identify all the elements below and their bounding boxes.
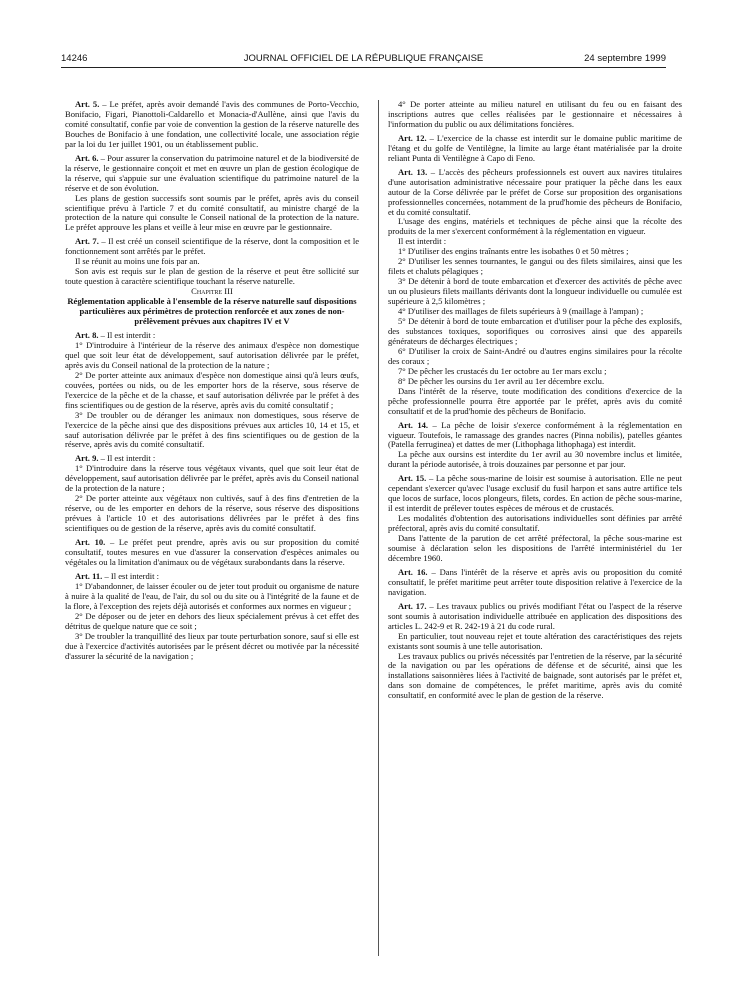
column-divider — [378, 100, 379, 956]
list-item: 2° De porter atteinte aux végétaux non cultivés, sauf à des fins d'entretien de la réserve, ou de les emporter en dehors de la réserve, sous réserve des dispositions prévues à l'article 10 et des autorisations délivrées par le préfet à des fins scientifiques ou de gestion de la réserve, après avis du comité consultatif. — [65, 493, 359, 534]
article-17: Art. 17. – Les travaux publics ou privés modifiant l'état ou l'aspect de la réserve sont soumis à autorisation individuelle attribuée en application des dispositions des articles L. 242-9 et R. 242-19 à 21 du code rural. — [388, 600, 682, 631]
paragraph: Les travaux publics ou privés nécessités par l'entretien de la réserve, par la sécurité de la navigation ou par les opérations de défense et de sécurité, ainsi que les installations saisonnières liées à l'activité de baignade, sont autorisés par le préfet et, dans son domaine de compétences, le préfet maritime, après avis du comité consultatif, en conformité avec le plan de gestion de la réserve. — [388, 650, 682, 701]
article-13: Art. 13. – L'accès des pêcheurs professionnels est ouvert aux navires titulaires d'une autorisation administrative nécessaire pour pratiquer la pêche dans les eaux autour de la Corse délivrée par le préfet de Corse sur proposition des organisations professionnelles concernées, notamment de la prud'homie des pêcheurs de Bonifacio, et du comité consultatif. — [388, 166, 682, 217]
chapter-title: Réglementation applicable à l'ensemble de la réserve naturelle sauf dispositions particulières aux périmètres de protection renforcée et aux zones de non-prélèvement prévues aux chapitres IV et V — [67, 296, 357, 327]
article-15: Art. 15. – La pêche sous-marine de loisir est soumise à autorisation. Elle ne peut cependant s'exercer qu'avec l'usage exclusif du fusil harpon et sans autre artifice tels que locos de surface, locos plongeurs, filets, cordes. En action de pêche sous-marine, il est interdit de prélever toutes espèces de mérous et de crustacés. — [388, 473, 682, 514]
list-item: 7° De pêcher les crustacés du 1er octobre au 1er mars exclu ; — [398, 365, 607, 376]
article-8: Art. 8. – Il est interdit : — [75, 329, 156, 340]
article-16: Art. 16. – Dans l'intérêt de la réserve et après avis ou proposition du comité consultatif, le préfet maritime peut arrêter toute disposition relative à l'exercice de la navigation. — [388, 566, 682, 597]
paragraph: Dans l'attente de la parution de cet arrêté préfectoral, la pêche sous-marine est soumise à déclaration selon les dispositions de l'arrêté interministériel du 1er décembre 1960. — [388, 533, 682, 563]
header-rule — [61, 67, 666, 68]
list-item: 3° De détenir à bord de toute embarcation et d'exercer des activités de pêche avec un ou plusieurs filets maillants dérivants dont la longueur individuelle ou cumulée est supérieure à 2,5 kilomètres ; — [388, 276, 682, 307]
article-11: Art. 11. – Il est interdit : — [75, 570, 160, 581]
list-item: 5° De détenir à bord de toute embarcation et d'utiliser pour la pêche des explosifs, des substances toxiques, soporifiques ou corrosives ainsi que des appareils générateurs de décharges électriques ; — [388, 316, 682, 346]
right-column — [388, 100, 682, 701]
article-7: Art. 7. – Il est créé un conseil scientifique de la réserve, dont la composition et le fonctionnement sont arrêtés par le préfet. — [65, 236, 359, 257]
publication-date: 24 septembre 1999 — [584, 53, 666, 64]
chapter-label: Chapitre III — [191, 286, 233, 297]
journal-title: JOURNAL OFFICIEL DE LA RÉPUBLIQUE FRANÇAISE — [243, 53, 484, 64]
article-14: Art. 14. – La pêche de loisir s'exerce conformément à la réglementation en vigueur. Toutefois, le ramassage des grandes nacres (Pinna nobilis), patelles géantes (Patella ferruginea) et dattes de mer (Lithophaga lithophaga) est interdit. — [388, 419, 682, 450]
paragraph: En particulier, tout nouveau rejet et toute altération des caractéristiques des rejets existants sont soumis à une telle autorisation. — [388, 630, 682, 651]
paragraph: Il se réunit au moins une fois par an. — [75, 256, 200, 267]
article-12: Art. 12. – L'exercice de la chasse est interdit sur le domaine public maritime de l'étang et du golfe de Ventilègne, la limite au large étant matérialisée par la droite reliant Punta di Ventilègne à Capo di Feno. — [388, 132, 682, 163]
list-item: 6° D'utiliser la croix de Saint-André ou d'autres engins similaires pour la récolte des coraux ; — [388, 345, 682, 366]
left-column — [65, 100, 359, 661]
list-item: 4° De porter atteinte au milieu naturel en utilisant du feu ou en faisant des inscriptions autres que celles réalisées par le gestionnaire et nécessaires à l'information du public ou aux délimitations foncières. — [388, 99, 682, 129]
list-item: 8° De pêcher les oursins du 1er avril au 1er décembre exclu. — [398, 375, 605, 386]
article-6: Art. 6. – Pour assurer la conservation du patrimoine naturel et de la biodiversité de la réserve, le gestionnaire conçoit et met en œuvre un plan de gestion écologique de la réserve, qui s'appuie sur une évaluation scientifique du patrimoine naturel de la réserve et de son évolution. — [65, 152, 359, 193]
paragraph: Son avis est requis sur le plan de gestion de la réserve et peut être sollicité sur toute question à caractère scientifique touchant la réserve naturelle. — [65, 266, 359, 287]
paragraph: Les plans de gestion successifs sont soumis par le préfet, après avis du conseil scientifique prévu à l'article 7 et du comité consultatif, au ministre chargé de la protection de la nature qui consulte le Conseil national de la protection de la nature. Le préfet approuve les plans et veille à leur mise en œuvre par le gestionnaire. — [65, 192, 359, 233]
list-item: 3° De troubler la tranquillité des lieux par toute perturbation sonore, sauf si elle est due à l'exercice d'activités autorisées par le présent décret ou motivée par la nécessité d'assurer la sécurité de la navigation ; — [65, 630, 359, 661]
list-item: 1° D'introduire dans la réserve tous végétaux vivants, quel que soit leur état de développement, sauf autorisation délivrée par le préfet, après avis du Conseil national de la protection de la nature ; — [65, 463, 359, 494]
list-item: 2° D'utiliser les sennes tournantes, le gangui ou des filets similaires, ainsi que les filets et chaluts pélagiques ; — [388, 256, 682, 277]
paragraph: Les modalités d'obtention des autorisations individuelles sont définies par arrêté préfectoral, après avis du comité consultatif. — [388, 513, 682, 534]
list-item: 2° De porter atteinte aux animaux d'espèce non domestique ainsi qu'à leurs œufs, couvées, portées ou nids, ou de les emporter hors de la réserve, sous réserve de l'exercice de la pêche et de la chasse, et sauf autorisation délivrée par le préfet à des fins scientifiques ou de gestion de la réserve, après avis du comité consultatif ; — [65, 369, 359, 410]
page-header — [61, 53, 666, 65]
paragraph: La pêche aux oursins est interdite du 1er avril au 30 novembre inclus et limitée, durant la période autorisée, à trois douzaines par personne et par jour. — [388, 449, 682, 470]
list-item: 4° D'utiliser des maillages de filets supérieurs à 9 (maillage à l'ampan) ; — [398, 306, 644, 317]
paragraph: L'usage des engins, matériels et techniques de pêche ainsi que la récolte des produits de la mer s'exercent conformément à la réglementation en vigueur. — [388, 216, 682, 237]
page-number: 14246 — [61, 53, 88, 64]
article-5: Art. 5. – Le préfet, après avoir demandé l'avis des communes de Porto-Vecchio, Bonifacio, Figari, Pianottoli-Caldarello et Monacia-d'Aullène, ainsi que l'avis du comité consultatif, confie par voie de convention la gestion de la réserve naturelle des Bouches de Bonifacio à une fondation, une collectivité locale, une association régie par la loi du 1er juillet 1901, ou un établissement public. — [65, 99, 359, 149]
list-item: 1° D'abandonner, de laisser écouler ou de jeter tout produit ou organisme de nature à nuire à la qualité de l'eau, de l'air, du sol ou du site ou à l'intégrité de la faune et de la flore, à l'exception des rejets déjà autorisés et conformes aux normes en vigueur ; — [65, 580, 359, 611]
article-9: Art. 9. – Il est interdit : — [75, 453, 156, 464]
paragraph: Il est interdit : — [398, 236, 447, 247]
list-item: 3° De troubler ou de déranger les animaux non domestiques, sous réserve de l'exercice de la pêche ainsi que des dispositions prévues aux articles 10, 14 et 15, et sauf autorisation délivrée par le préfet à des fins scientifiques ou de gestion de la réserve, après avis du comité consultatif. — [65, 409, 359, 450]
article-10: Art. 10. – Le préfet peut prendre, après avis ou sur proposition du comité consultatif, toutes mesures en vue d'assurer la conservation d'espèces animales ou végétales ou la limitation d'animaux ou de végétaux surabondants dans la réserve. — [65, 537, 360, 567]
paragraph: Dans l'intérêt de la réserve, toute modification des conditions d'exercice de la pêche professionnelle pourra être apportée par le préfet, après avis du comité consultatif et de la prud'homie des pêcheurs de Bonifacio. — [388, 385, 682, 416]
list-item: 1° D'introduire à l'intérieur de la réserve des animaux d'espèce non domestique quel que soit leur état de développement, sauf autorisation délivrée par le préfet, après avis du Conseil national de la protection de la nature ; — [65, 339, 359, 370]
list-item: 1° D'utiliser des engins traînants entre les isobathes 0 et 50 mètres ; — [398, 246, 629, 257]
list-item: 2° De déposer ou de jeter en dehors des lieux spécialement prévus à cet effet des détritus de quelque nature que ce soit ; — [65, 610, 359, 631]
